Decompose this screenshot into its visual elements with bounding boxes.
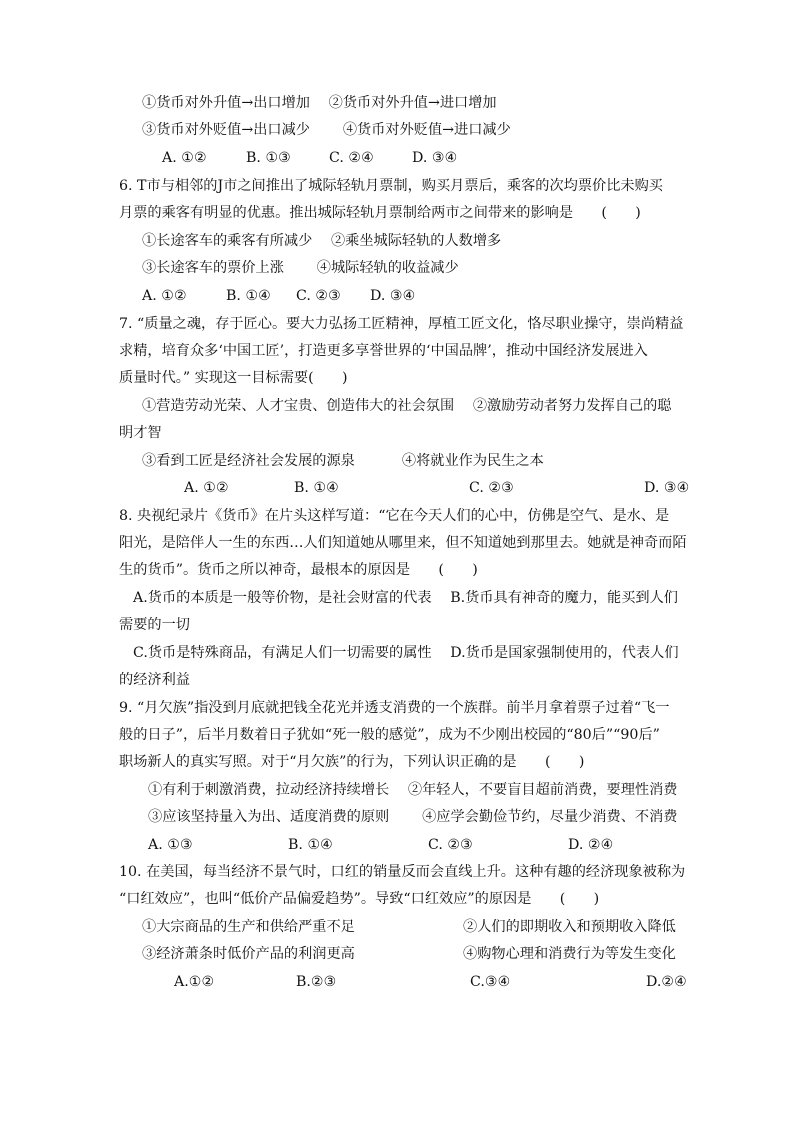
text-line: ③看到工匠是经济社会发展的源泉 ④将就业作为民生之本 [142,453,544,469]
text-line: D. ③④ [644,480,690,496]
text-line: ①营造劳动光荣、人才宝贵、创造伟大的社会氛围 ②激励劳动者努力发挥自己的聪 [142,398,672,414]
text-line: C. ②③ [469,480,514,496]
text-line: B. ①④ [226,288,271,304]
text-line: C. ②④ [329,150,374,166]
text-line: 9. “月欠族”指没到月底就把钱全花光并透支消费的一个族群。前半月拿着票子过着“飞一 [119,700,670,716]
text-line: “口红效应”，也叫“低价产品偏爱趋势”。导致“口红效应”的原因是 ( ) [119,891,600,907]
text-line: 般的日子”，后半月数着日子犹如“死一般的感觉”，成为不少刚出校园的“80后”“90后” [119,727,660,743]
text-line: 8. 央视纪录片《货币》在片头这样写道：“它在今天人们的心中，仿佛是空气、是水、是 [119,508,670,524]
text-line: C. ②③ [296,288,341,304]
text-line: ②人们的即期收入和预期收入降低 [463,919,676,935]
text-line: D. ②④ [568,837,614,853]
text-line: ①大宗商品的生产和供给严重不足 [142,919,355,935]
text-line: 求精，培育众多‘中国工匠’，打造更多享誉世界的‘中国品牌’，推动中国经济发展进入 [119,343,648,359]
text-line: B. ①④ [294,480,339,496]
text-line: C. ②③ [428,837,473,853]
text-line: C.货币是特殊商品，有满足人们一切需要的属性 D.货币是国家强制使用的，代表人们 [133,645,679,661]
text-line: 生的货币”。货币之所以神奇，最根本的原因是 ( ) [119,562,478,578]
text-line: B. ①④ [288,837,333,853]
text-line: D. ③④ [370,288,416,304]
text-line: B.②③ [296,974,337,990]
text-line: ①货币对外升值→出口增加 ②货币对外升值→进口增加 [142,95,497,111]
text-line: A. ①② [142,288,187,304]
text-line: ③长途客车的票价上涨 ④城际轻轨的收益减少 [142,260,459,276]
text-line: 需要的一切 [119,617,190,633]
text-line: 7. “质量之魂，存于匠心。要大力弘扬工匠精神，厚植工匠文化，恪尽职业操守，崇尚精益 [119,316,684,332]
text-line: 质量时代。” 实现这一目标需要( ) [119,370,348,386]
text-line: 阳光，是陪伴人一生的东西…人们知道她从哪里来，但不知道她到那里去。她就是神奇而陌 [119,535,687,551]
text-line: 的经济利益 [119,672,190,688]
text-line: 明才智 [119,425,162,441]
text-line: 职场新人的真实写照。对于“月欠族”的行为，下列认识正确的是 ( ) [119,754,585,770]
text-line: ③经济萧条时低价产品的利润更高 [142,946,355,962]
text-line: A. ①② [184,480,229,496]
text-line: ①长途客车的乘客有所减少 ②乘坐城际轻轨的人数增多 [142,233,502,249]
text-line: A.货币的本质是一般等价物，是社会财富的代表 B.货币具有神奇的魔力，能买到人们 [133,590,678,606]
text-line: C.③④ [470,974,511,990]
text-line: 10. 在美国，每当经济不景气时，口红的销量反而会直线上升。这种有趣的经济现象被称为 [119,864,686,880]
text-line: ③货币对外贬值→出口减少 ④货币对外贬值→进口减少 [142,122,511,138]
text-line: B. ①③ [246,150,291,166]
text-line: ①有利于刺激消费，拉动经济持续增长 ②年轻人，不要盲目超前消费，要理性消费 [148,782,678,798]
text-line: D. ③④ [412,150,458,166]
text-line: 6. T市与相邻的J市之间推出了城际轻轨月票制，购买月票后，乘客的次均票价比未购买 [119,178,663,194]
text-line: ④购物心理和消费行为等发生变化 [463,946,676,962]
text-line: A. ①② [162,150,207,166]
text-line: D.②④ [646,974,687,990]
text-line: A. ①③ [148,837,193,853]
text-line: A.①② [174,974,215,990]
text-line: ③应该坚持量入为出、适度消费的原则 ④应学会勤俭节约，尽量少消费、不消费 [148,809,678,825]
text-line: 月票的乘客有明显的优惠。推出城际轻轨月票制给两市之间带来的影响是 ( ) [119,205,641,221]
